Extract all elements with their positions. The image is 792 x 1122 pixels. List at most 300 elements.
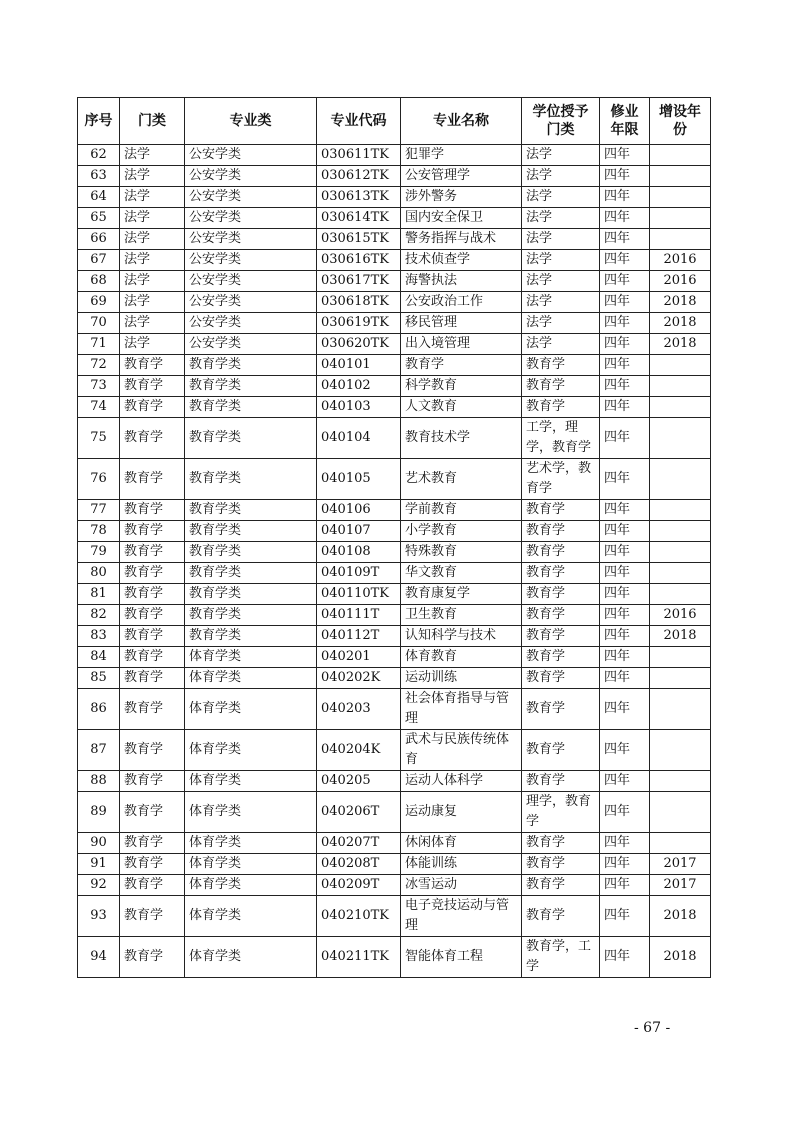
cell-code: 040203 <box>317 689 401 730</box>
table-row <box>78 563 711 584</box>
cell-class: 体育学类 <box>185 689 317 730</box>
cell-degree: 教育学 <box>522 542 600 563</box>
table-row <box>78 875 711 896</box>
cell-class: 公安学类 <box>185 313 317 334</box>
cell-duration: 四年 <box>600 229 650 250</box>
header-class: 专业类 <box>185 98 317 145</box>
cell-category: 教育学 <box>120 647 185 668</box>
cell-category: 教育学 <box>120 730 185 771</box>
cell-code: 030613TK <box>317 187 401 208</box>
cell-degree: 教育学 <box>522 376 600 397</box>
cell-name: 冰雪运动 <box>401 875 522 896</box>
cell-class: 教育学类 <box>185 542 317 563</box>
cell-name: 艺术教育 <box>401 459 522 500</box>
table-row <box>78 626 711 647</box>
cell-category: 法学 <box>120 313 185 334</box>
cell-degree: 教育学 <box>522 500 600 521</box>
cell-class: 教育学类 <box>185 563 317 584</box>
cell-code: 040112T <box>317 626 401 647</box>
cell-code: 040202K <box>317 668 401 689</box>
cell-duration: 四年 <box>600 355 650 376</box>
cell-year <box>650 397 711 418</box>
table-row <box>78 208 711 229</box>
cell-degree: 教育学 <box>522 771 600 792</box>
cell-class: 教育学类 <box>185 500 317 521</box>
cell-code: 040201 <box>317 647 401 668</box>
cell-code: 030611TK <box>317 145 401 166</box>
cell-duration: 四年 <box>600 145 650 166</box>
cell-name: 认知科学与技术 <box>401 626 522 647</box>
cell-class: 公安学类 <box>185 334 317 355</box>
cell-year <box>650 542 711 563</box>
cell-code: 040208T <box>317 854 401 875</box>
cell-seq: 62 <box>78 145 120 166</box>
cell-duration: 四年 <box>600 833 650 854</box>
cell-degree: 教育学 <box>522 521 600 542</box>
cell-code: 040105 <box>317 459 401 500</box>
cell-category: 教育学 <box>120 792 185 833</box>
table-row <box>78 187 711 208</box>
cell-year <box>650 833 711 854</box>
cell-class: 公安学类 <box>185 145 317 166</box>
cell-code: 040111T <box>317 605 401 626</box>
cell-category: 教育学 <box>120 500 185 521</box>
cell-year: 2018 <box>650 313 711 334</box>
cell-duration: 四年 <box>600 584 650 605</box>
cell-class: 教育学类 <box>185 459 317 500</box>
cell-year <box>650 166 711 187</box>
cell-duration: 四年 <box>600 166 650 187</box>
table-row <box>78 313 711 334</box>
cell-seq: 66 <box>78 229 120 250</box>
cell-name: 华文教育 <box>401 563 522 584</box>
cell-category: 教育学 <box>120 626 185 647</box>
cell-year: 2018 <box>650 937 711 978</box>
cell-seq: 80 <box>78 563 120 584</box>
cell-seq: 74 <box>78 397 120 418</box>
table-row <box>78 271 711 292</box>
cell-code: 030618TK <box>317 292 401 313</box>
cell-code: 040206T <box>317 792 401 833</box>
cell-duration: 四年 <box>600 792 650 833</box>
cell-year: 2016 <box>650 271 711 292</box>
cell-seq: 88 <box>78 771 120 792</box>
cell-duration: 四年 <box>600 500 650 521</box>
cell-degree: 法学 <box>522 334 600 355</box>
table-header-row <box>78 98 711 145</box>
cell-class: 体育学类 <box>185 896 317 937</box>
cell-class: 体育学类 <box>185 647 317 668</box>
cell-code: 040209T <box>317 875 401 896</box>
cell-year <box>650 145 711 166</box>
cell-duration: 四年 <box>600 542 650 563</box>
cell-seq: 73 <box>78 376 120 397</box>
table-row <box>78 647 711 668</box>
table-row <box>78 668 711 689</box>
table-row <box>78 833 711 854</box>
cell-name: 教育技术学 <box>401 418 522 459</box>
cell-year <box>650 229 711 250</box>
cell-degree: 法学 <box>522 313 600 334</box>
cell-year <box>650 376 711 397</box>
cell-duration: 四年 <box>600 187 650 208</box>
header-name: 专业名称 <box>401 98 522 145</box>
majors-table <box>77 97 711 978</box>
cell-degree: 教育学 <box>522 626 600 647</box>
cell-class: 公安学类 <box>185 229 317 250</box>
cell-seq: 71 <box>78 334 120 355</box>
cell-year: 2018 <box>650 334 711 355</box>
cell-degree: 艺术学，教育学 <box>522 459 600 500</box>
cell-year <box>650 771 711 792</box>
cell-degree: 工学，理学，教育学 <box>522 418 600 459</box>
header-degree: 学位授予门类 <box>522 98 600 145</box>
cell-seq: 87 <box>78 730 120 771</box>
cell-name: 教育学 <box>401 355 522 376</box>
table-row <box>78 771 711 792</box>
cell-degree: 法学 <box>522 166 600 187</box>
cell-degree: 教育学 <box>522 875 600 896</box>
cell-code: 040109T <box>317 563 401 584</box>
cell-name: 运动康复 <box>401 792 522 833</box>
cell-category: 教育学 <box>120 937 185 978</box>
cell-category: 教育学 <box>120 771 185 792</box>
cell-name: 人文教育 <box>401 397 522 418</box>
cell-duration: 四年 <box>600 626 650 647</box>
cell-name: 教育康复学 <box>401 584 522 605</box>
cell-seq: 68 <box>78 271 120 292</box>
cell-name: 科学教育 <box>401 376 522 397</box>
cell-category: 教育学 <box>120 521 185 542</box>
cell-seq: 93 <box>78 896 120 937</box>
cell-duration: 四年 <box>600 605 650 626</box>
cell-name: 国内安全保卫 <box>401 208 522 229</box>
cell-seq: 92 <box>78 875 120 896</box>
cell-duration: 四年 <box>600 397 650 418</box>
cell-year <box>650 563 711 584</box>
cell-degree: 教育学 <box>522 896 600 937</box>
cell-degree: 教育学 <box>522 833 600 854</box>
cell-class: 体育学类 <box>185 730 317 771</box>
cell-degree: 法学 <box>522 187 600 208</box>
cell-class: 体育学类 <box>185 875 317 896</box>
cell-code: 030614TK <box>317 208 401 229</box>
cell-degree: 教育学 <box>522 668 600 689</box>
cell-code: 030616TK <box>317 250 401 271</box>
cell-category: 法学 <box>120 166 185 187</box>
cell-seq: 84 <box>78 647 120 668</box>
cell-class: 体育学类 <box>185 771 317 792</box>
cell-seq: 64 <box>78 187 120 208</box>
cell-duration: 四年 <box>600 376 650 397</box>
cell-code: 040106 <box>317 500 401 521</box>
cell-duration: 四年 <box>600 521 650 542</box>
page-number: - 67 - <box>634 1020 671 1036</box>
cell-duration: 四年 <box>600 563 650 584</box>
cell-name: 智能体育工程 <box>401 937 522 978</box>
cell-class: 公安学类 <box>185 271 317 292</box>
cell-category: 法学 <box>120 229 185 250</box>
table-body <box>78 145 711 978</box>
header-code: 专业代码 <box>317 98 401 145</box>
cell-seq: 67 <box>78 250 120 271</box>
cell-year <box>650 584 711 605</box>
cell-year: 2018 <box>650 896 711 937</box>
cell-code: 040205 <box>317 771 401 792</box>
cell-category: 教育学 <box>120 875 185 896</box>
cell-category: 教育学 <box>120 584 185 605</box>
cell-code: 040107 <box>317 521 401 542</box>
table-row <box>78 792 711 833</box>
cell-duration: 四年 <box>600 334 650 355</box>
cell-category: 教育学 <box>120 376 185 397</box>
cell-name: 特殊教育 <box>401 542 522 563</box>
cell-duration: 四年 <box>600 459 650 500</box>
cell-seq: 75 <box>78 418 120 459</box>
cell-code: 040207T <box>317 833 401 854</box>
cell-duration: 四年 <box>600 896 650 937</box>
cell-duration: 四年 <box>600 313 650 334</box>
cell-name: 移民管理 <box>401 313 522 334</box>
cell-degree: 教育学 <box>522 730 600 771</box>
cell-duration: 四年 <box>600 250 650 271</box>
cell-year: 2018 <box>650 626 711 647</box>
table-row <box>78 584 711 605</box>
cell-duration: 四年 <box>600 208 650 229</box>
cell-duration: 四年 <box>600 854 650 875</box>
cell-year <box>650 500 711 521</box>
cell-year <box>650 459 711 500</box>
cell-class: 公安学类 <box>185 187 317 208</box>
cell-category: 教育学 <box>120 418 185 459</box>
cell-code: 040102 <box>317 376 401 397</box>
cell-category: 法学 <box>120 208 185 229</box>
cell-degree: 教育学 <box>522 355 600 376</box>
table-row <box>78 418 711 459</box>
cell-seq: 72 <box>78 355 120 376</box>
cell-seq: 89 <box>78 792 120 833</box>
table-row <box>78 937 711 978</box>
cell-duration: 四年 <box>600 271 650 292</box>
cell-class: 教育学类 <box>185 418 317 459</box>
table-row <box>78 689 711 730</box>
cell-degree: 教育学 <box>522 605 600 626</box>
cell-name: 电子竞技运动与管理 <box>401 896 522 937</box>
cell-seq: 79 <box>78 542 120 563</box>
cell-class: 教育学类 <box>185 605 317 626</box>
cell-code: 040101 <box>317 355 401 376</box>
cell-name: 体能训练 <box>401 854 522 875</box>
cell-code: 040211TK <box>317 937 401 978</box>
cell-duration: 四年 <box>600 730 650 771</box>
cell-degree: 教育学 <box>522 397 600 418</box>
cell-seq: 76 <box>78 459 120 500</box>
cell-class: 体育学类 <box>185 854 317 875</box>
cell-class: 教育学类 <box>185 376 317 397</box>
cell-year <box>650 187 711 208</box>
cell-name: 犯罪学 <box>401 145 522 166</box>
cell-code: 030615TK <box>317 229 401 250</box>
cell-code: 040103 <box>317 397 401 418</box>
cell-name: 休闲体育 <box>401 833 522 854</box>
header-seq: 序号 <box>78 98 120 145</box>
cell-name: 警务指挥与战术 <box>401 229 522 250</box>
cell-category: 法学 <box>120 145 185 166</box>
cell-seq: 91 <box>78 854 120 875</box>
table-row <box>78 459 711 500</box>
cell-category: 法学 <box>120 292 185 313</box>
table-row <box>78 521 711 542</box>
cell-seq: 82 <box>78 605 120 626</box>
cell-name: 运动人体科学 <box>401 771 522 792</box>
table-row <box>78 334 711 355</box>
cell-year: 2018 <box>650 292 711 313</box>
cell-duration: 四年 <box>600 292 650 313</box>
cell-category: 法学 <box>120 250 185 271</box>
table-row <box>78 542 711 563</box>
cell-year <box>650 208 711 229</box>
cell-seq: 69 <box>78 292 120 313</box>
cell-name: 小学教育 <box>401 521 522 542</box>
cell-name: 公安管理学 <box>401 166 522 187</box>
cell-category: 教育学 <box>120 833 185 854</box>
cell-class: 教育学类 <box>185 626 317 647</box>
cell-seq: 63 <box>78 166 120 187</box>
cell-code: 030617TK <box>317 271 401 292</box>
cell-class: 体育学类 <box>185 668 317 689</box>
cell-name: 出入境管理 <box>401 334 522 355</box>
header-duration: 修业年限 <box>600 98 650 145</box>
table-row <box>78 500 711 521</box>
cell-category: 教育学 <box>120 689 185 730</box>
cell-code: 040210TK <box>317 896 401 937</box>
table-row <box>78 229 711 250</box>
cell-name: 武术与民族传统体育 <box>401 730 522 771</box>
header-category: 门类 <box>120 98 185 145</box>
cell-year <box>650 647 711 668</box>
cell-code: 030619TK <box>317 313 401 334</box>
cell-year <box>650 521 711 542</box>
cell-duration: 四年 <box>600 647 650 668</box>
cell-year: 2017 <box>650 854 711 875</box>
cell-category: 法学 <box>120 271 185 292</box>
cell-seq: 81 <box>78 584 120 605</box>
table-row <box>78 730 711 771</box>
cell-seq: 85 <box>78 668 120 689</box>
cell-class: 教育学类 <box>185 355 317 376</box>
cell-name: 卫生教育 <box>401 605 522 626</box>
cell-category: 教育学 <box>120 355 185 376</box>
cell-class: 教育学类 <box>185 521 317 542</box>
table-row <box>78 166 711 187</box>
cell-category: 教育学 <box>120 563 185 584</box>
cell-degree: 法学 <box>522 208 600 229</box>
cell-degree: 教育学 <box>522 854 600 875</box>
cell-class: 公安学类 <box>185 250 317 271</box>
cell-name: 学前教育 <box>401 500 522 521</box>
cell-year <box>650 418 711 459</box>
cell-class: 教育学类 <box>185 397 317 418</box>
cell-seq: 90 <box>78 833 120 854</box>
cell-category: 教育学 <box>120 854 185 875</box>
cell-year <box>650 689 711 730</box>
table-row <box>78 896 711 937</box>
cell-name: 海警执法 <box>401 271 522 292</box>
cell-year: 2016 <box>650 605 711 626</box>
cell-degree: 教育学 <box>522 647 600 668</box>
cell-year <box>650 730 711 771</box>
cell-degree: 法学 <box>522 250 600 271</box>
cell-name: 技术侦查学 <box>401 250 522 271</box>
cell-name: 涉外警务 <box>401 187 522 208</box>
cell-seq: 94 <box>78 937 120 978</box>
cell-class: 体育学类 <box>185 792 317 833</box>
cell-class: 教育学类 <box>185 584 317 605</box>
table-row <box>78 292 711 313</box>
cell-seq: 77 <box>78 500 120 521</box>
cell-category: 法学 <box>120 334 185 355</box>
table-row <box>78 397 711 418</box>
cell-seq: 78 <box>78 521 120 542</box>
cell-year <box>650 792 711 833</box>
cell-code: 040104 <box>317 418 401 459</box>
cell-year <box>650 355 711 376</box>
cell-name: 公安政治工作 <box>401 292 522 313</box>
header-year: 增设年份 <box>650 98 711 145</box>
table-row <box>78 605 711 626</box>
cell-name: 体育教育 <box>401 647 522 668</box>
cell-degree: 教育学 <box>522 689 600 730</box>
table-row <box>78 854 711 875</box>
cell-duration: 四年 <box>600 689 650 730</box>
cell-degree: 理学，教育学 <box>522 792 600 833</box>
cell-seq: 70 <box>78 313 120 334</box>
cell-seq: 86 <box>78 689 120 730</box>
table-row <box>78 145 711 166</box>
cell-name: 社会体育指导与管理 <box>401 689 522 730</box>
cell-category: 教育学 <box>120 668 185 689</box>
cell-degree: 法学 <box>522 271 600 292</box>
cell-code: 030612TK <box>317 166 401 187</box>
cell-duration: 四年 <box>600 875 650 896</box>
cell-class: 公安学类 <box>185 166 317 187</box>
cell-category: 教育学 <box>120 542 185 563</box>
cell-degree: 教育学 <box>522 584 600 605</box>
cell-seq: 65 <box>78 208 120 229</box>
cell-category: 教育学 <box>120 397 185 418</box>
cell-year <box>650 668 711 689</box>
cell-year: 2017 <box>650 875 711 896</box>
cell-class: 体育学类 <box>185 833 317 854</box>
cell-code: 040204K <box>317 730 401 771</box>
table-row <box>78 355 711 376</box>
table-row <box>78 376 711 397</box>
cell-category: 教育学 <box>120 896 185 937</box>
cell-degree: 教育学，工学 <box>522 937 600 978</box>
cell-duration: 四年 <box>600 418 650 459</box>
cell-name: 运动训练 <box>401 668 522 689</box>
cell-code: 030620TK <box>317 334 401 355</box>
cell-degree: 法学 <box>522 229 600 250</box>
cell-degree: 法学 <box>522 145 600 166</box>
table-row <box>78 250 711 271</box>
cell-category: 法学 <box>120 187 185 208</box>
cell-class: 体育学类 <box>185 937 317 978</box>
cell-seq: 83 <box>78 626 120 647</box>
cell-duration: 四年 <box>600 771 650 792</box>
cell-class: 公安学类 <box>185 208 317 229</box>
cell-class: 公安学类 <box>185 292 317 313</box>
